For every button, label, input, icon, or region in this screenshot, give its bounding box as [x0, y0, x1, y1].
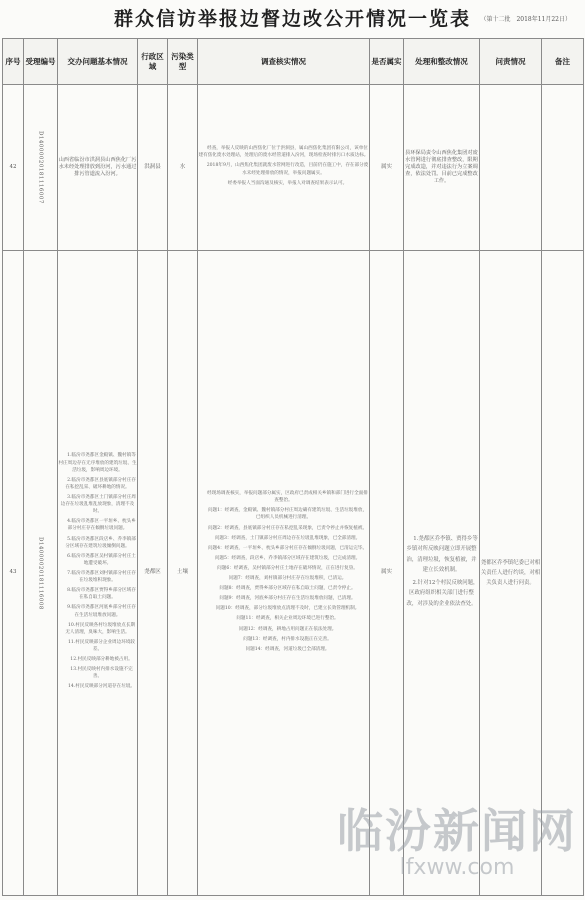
- row-seq: 43: [3, 251, 24, 896]
- verification-paragraph: 经查，举报人反映的山西焦化厂位于洪洞县，属山西焦化集团有限公司，该单位建有焦化废水处理站，处理后的废水经管道排入汾河，现场检查时排污口水质达标。: [198, 146, 369, 159]
- verification-paragraph: 问题8：经调查，贾得乡部分区域存在私自取土问题，已责令停止。: [219, 586, 356, 592]
- header-seq: 序号: [3, 39, 24, 85]
- header-accountability: 问责情况: [480, 39, 542, 85]
- header-case-no: 受理编号: [24, 39, 58, 85]
- handling-item: 1.尧都区乔李镇、贾得乡等乡镇对所反映问题立即开展整治，清理垃圾，恢复植被，并建立长效机制。: [406, 536, 478, 573]
- row-handling-list: [404, 251, 480, 896]
- verification-paragraph: 经委举报人当面沟通及核实，举报人对调查结果表示认可。: [227, 180, 348, 186]
- verification-paragraph: 问题13：经调查，村内排水设施正在完善。: [243, 636, 332, 642]
- row-pollution-type: 土壤: [168, 251, 198, 896]
- row-case-no-cell: [24, 85, 58, 251]
- header-confirmed: 是否属实: [370, 39, 404, 85]
- verification-paragraph: 问题1：经调查，金殿镇、魏村镇部分村庄周边确有建筑垃圾、生活垃圾堆放，已组织人员机械进行清理。: [207, 508, 368, 521]
- header-pollution-type: 污染类型: [168, 39, 198, 85]
- verification-paragraph: 2018年9月，山西焦化集团就废水管网进行改造，目前仍在施工中，存在部分废水未经处理排放的情况，举报问题属实。: [206, 163, 369, 176]
- document-title: 群众信访举报边督边改公开情况一览表: [113, 8, 471, 30]
- verification-paragraph: 问题12：经调查，耕地占用问题正在依法处理。: [238, 626, 337, 632]
- issue-item: 13.村民反映村内排水设施不完善。: [70, 667, 133, 680]
- row-district: 洪洞县: [138, 85, 168, 251]
- issue-item: 1.临汾市尧都区金殿镇、魏村镇等村庄周边存在无序堆放的建筑垃圾、生活垃圾，影响周边环境。: [58, 453, 137, 473]
- row-case-no-cell: [24, 251, 58, 896]
- row-pollution-type: 水: [168, 85, 198, 251]
- row-confirmed: 属实: [370, 85, 404, 251]
- handling-item: 2.针对12个村民反映问题，区政府组织相关部门进行整改，对涉及的企业依法查处。: [406, 580, 479, 607]
- row-accountability: 尧都区乔李镇纪委已对相关责任人进行约谈，对相关负责人进行问责。: [480, 251, 542, 896]
- table-row: [3, 251, 584, 896]
- row-remarks: [542, 85, 584, 251]
- issue-item: 6.临汾市尧都区吴村镇部分村庄土地遭受破坏。: [67, 553, 136, 566]
- header-issue: 交办问题基本情况: [58, 39, 138, 85]
- verification-paragraph: 问题14：经调查，河道垃圾已全部清理。: [245, 646, 330, 652]
- verification-paragraph: 问题3：经调查，土门镇部分村庄周边存在垃圾乱堆现象，已全部清理。: [214, 535, 361, 541]
- issue-item: 11.村民反映部分企业周边环境较差。: [67, 639, 136, 652]
- issue-item: 5.临汾市尧都区段店乡、乔李镇部分区域存在建筑垃圾倾倒问题。: [65, 536, 136, 549]
- row-case-no: D14000020181116008: [37, 536, 44, 610]
- disclosure-table: [2, 38, 584, 896]
- issue-item: 9.临汾市尧都区河底乡部分村庄存在生活垃圾堆放问题。: [67, 605, 136, 618]
- header-district: 行政区域: [138, 39, 168, 85]
- verification-paragraph: 问题10：经调查，部分垃圾堆放点清理不及时，已建立长效管理机制。: [215, 606, 360, 612]
- verification-paragraph: 问题2：经调查，县底镇部分村庄存在私挖乱采现象，已责令停止并恢复植被。: [207, 525, 368, 531]
- row-verification: [198, 85, 370, 251]
- verification-paragraph: 经现场调查核实，举报问题部分属实，区政府已责成相关乡镇和部门进行全面排查整治。: [207, 491, 368, 504]
- row-remarks: [542, 251, 584, 896]
- row-verification: [198, 251, 370, 896]
- document-date-note: （第十二批 2018年11月22日）: [480, 16, 571, 23]
- watermark-logo-text: 临汾新闻网: [337, 804, 577, 858]
- row-issue-list: [58, 251, 138, 896]
- row-district: 尧都区: [138, 251, 168, 896]
- issue-item: 4.临汾市尧都区一平垣乡、枕头乡部分村庄存在倾倒垃圾问题。: [67, 519, 136, 532]
- header-verification: 调查核实情况: [198, 39, 370, 85]
- table-header-row: [3, 39, 584, 85]
- issue-item: 10.村民反映各村垃圾堆放点长期无人清理，臭味大，影响生活。: [65, 622, 136, 635]
- verification-paragraph: 问题7：经调查，刘村镇部分村庄存在垃圾堆积，已清运。: [228, 576, 347, 582]
- verification-paragraph: 问题9：经调查，河底乡部分村庄存在生活垃圾堆放问题，已清理。: [219, 596, 356, 602]
- issue-item: 14.村民反映部分河道存在垃圾。: [67, 684, 136, 690]
- row-issue: 山西省临汾市洪洞县山西焦化厂污水未经处理排放到汾河，污水通过排污管道流入汾河。: [58, 85, 138, 251]
- table-row: [3, 85, 584, 251]
- issue-item: 3.临汾市尧都区土门镇部分村庄周边存在垃圾乱堆乱放现象，清理不及时。: [60, 495, 136, 515]
- header-remarks: 备注: [542, 39, 584, 85]
- issue-item: 7.临汾市尧都区刘村镇部分村庄存在垃圾堆积现象。: [67, 571, 136, 584]
- row-confirmed: 属实: [370, 251, 404, 896]
- verification-paragraph: 问题4：经调查，一平垣乡、枕头乡部分村庄存在倾倒垃圾问题，已清运完毕。: [207, 545, 368, 551]
- issue-item: 12.村民反映部分耕地被占用。: [70, 657, 133, 663]
- row-case-no: D14000020181116007: [37, 131, 44, 204]
- watermark-url: lfxww.com: [399, 855, 515, 880]
- verification-paragraph: 问题6：经调查，吴村镇部分村庄土地存在破坏情况，正在进行复垦。: [217, 565, 358, 571]
- verification-paragraph: 问题5：经调查，段店乡、乔李镇部分区域存在建筑垃圾，已完成清理。: [214, 555, 361, 561]
- issue-item: 8.临汾市尧都区贾得乡部分区域存在私自取土问题。: [67, 588, 136, 601]
- header-handling: 处理和整改情况: [404, 39, 480, 85]
- verification-paragraph: 问题11：经调查，相关企业周边环境已进行整治。: [236, 616, 339, 622]
- row-seq: 42: [3, 85, 24, 251]
- row-accountability: [480, 85, 542, 251]
- row-handling: 县环保局责令山西焦化集团对废水管网进行彻底排查整改，限期完成改造，并对违法行为立案调查，依法处罚。目前已完成整改工作。: [404, 85, 480, 251]
- issue-item: 2.临汾市尧都区县底镇部分村庄存在私挖乱采、破坏耕地的情况。: [65, 477, 136, 490]
